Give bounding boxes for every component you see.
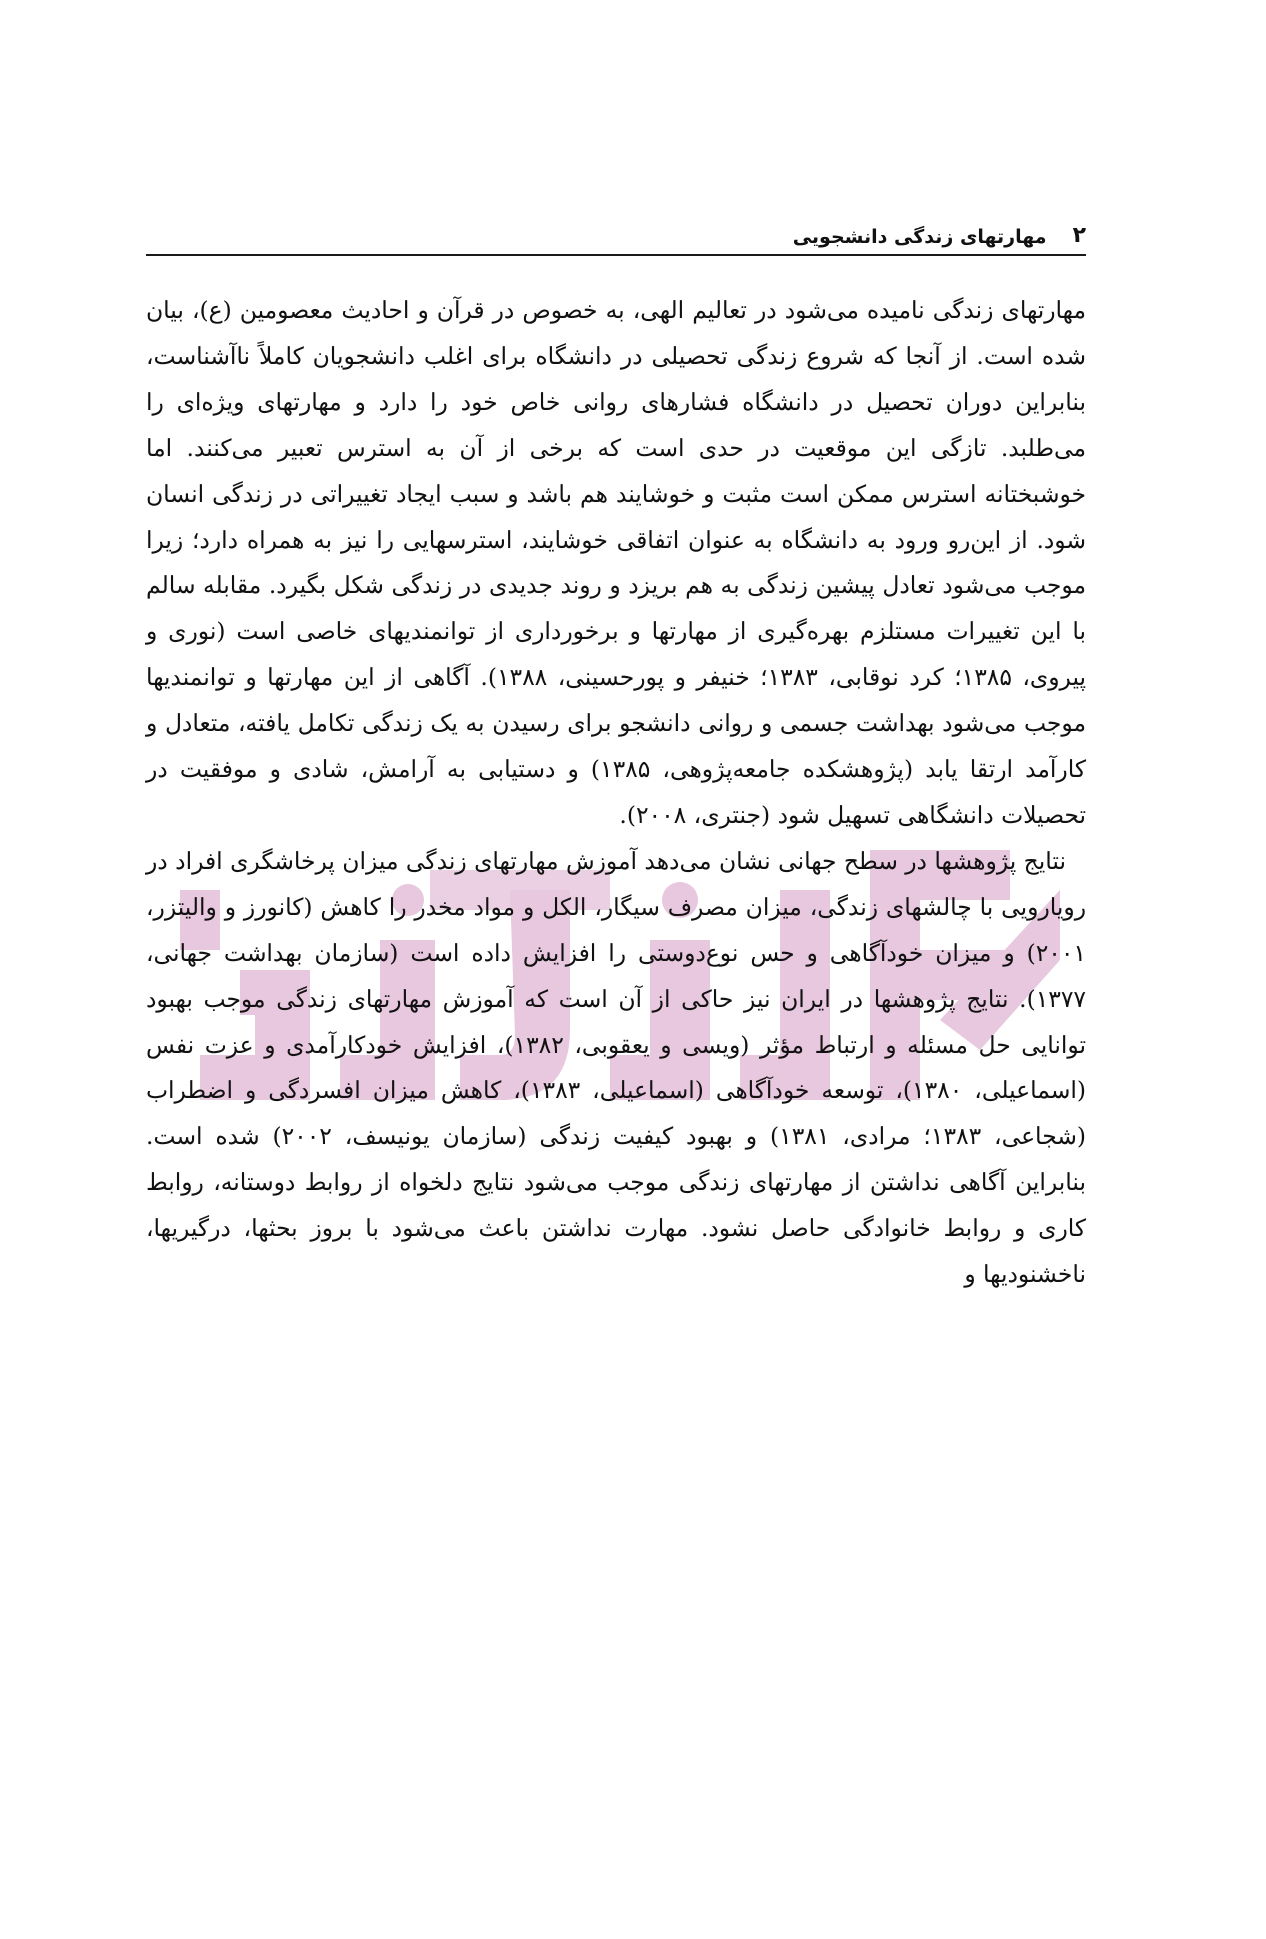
- running-header: [146, 214, 1086, 256]
- body-text: [146, 288, 1086, 1298]
- book-title: مهارتهای زندگی دانشجویی: [792, 226, 1047, 248]
- page-number: ۲: [1072, 223, 1086, 248]
- paragraph: نتایج پژوهشها در سطح جهانی نشان می‌دهد آموزش مهارتهای زندگی میزان پرخاشگری افراد در رویارویی با چالشهای زندگی، میزان مصرف سیگار، الکل و مواد مخدر را کاهش (کانورز و والیتزر، ۲۰۰۱) و میزان خودآگاهی و حس نوع‌دوستی را افزایش داده است (سازمان بهداشت جهانی، ۱۳۷۷). نتایج پژوهشها در ایران نیز حاکی از آن است که آموزش مهارتهای زندگی موجب بهبود توانایی حل مسئله و ارتباط مؤثر (ویسی و یعقوبی، ۱۳۸۲)، افزایش خودکارآمدی و عزت نفس (اسماعیلی، ۱۳۸۰)، توسعه خودآگاهی (اسماعیلی، ۱۳۸۳)، کاهش میزان افسردگی و اضطراب (شجاعی، ۱۳۸۳؛ مرادی، ۱۳۸۱) و بهبود کیفیت زندگی (سازمان یونیسف، ۲۰۰۲) شده است. بنابراین آگاهی نداشتن از مهارتهای زندگی موجب می‌شود نتایج دلخواه از روابط دوستانه، روابط کاری و روابط خانوادگی حاصل نشود. مهارت نداشتن باعث می‌شود با بروز بحثها، درگیریها، ناخشنودیها و: [146, 846, 1087, 1289]
- paragraph: مهارتهای زندگی نامیده می‌شود در تعالیم الهی، به خصوص در قرآن و احادیث معصومین (ع)، بیان شده است. از آنجا که شروع زندگی تحصیلی در دانشگاه برای اغلب دانشجویان کاملاً ناآشناست، بنابراین دوران تحصیل در دانشگاه فشارهای روانی خاص خود را دارد و مهارتهای ویژه‌ای را می‌طلبد. تازگی این موقعیت در حدی است که برخی از آن به استرس تعبیر می‌کنند. اما خوشبختانه استرس ممکن است مثبت و خوشایند هم باشد و سبب ایجاد تغییراتی در زندگی انسان شود. از این‌رو ورود به دانشگاه به عنوان اتفاقی خوشایند، استرسهایی را نیز به همراه دارد؛ زیرا موجب می‌شود تعادل پیشین زندگی به هم بریزد و روند جدیدی در زندگی شکل بگیرد. مقابله سالم با این تغییرات مستلزم بهره‌گیری از مهارتها و برخورداری از توانمندیهای خاصی است (نوری و پیروی، ۱۳۸۵؛ کرد نوقابی، ۱۳۸۳؛ خنیفر و پورحسینی، ۱۳۸۸). آگاهی از این مهارتها و توانمندیها موجب می‌شود بهداشت جسمی و روانی دانشجو برای رسیدن به یک زندگی تکامل یافته، متعادل و کارآمد ارتقا یابد (پژوهشکده جامعه‌پژوهی، ۱۳۸۵) و دستیابی به آرامش، شادی و موفقیت در تحصیلات دانشگاهی تسهیل شود (جنتری، ۲۰۰۸).: [146, 296, 1087, 829]
